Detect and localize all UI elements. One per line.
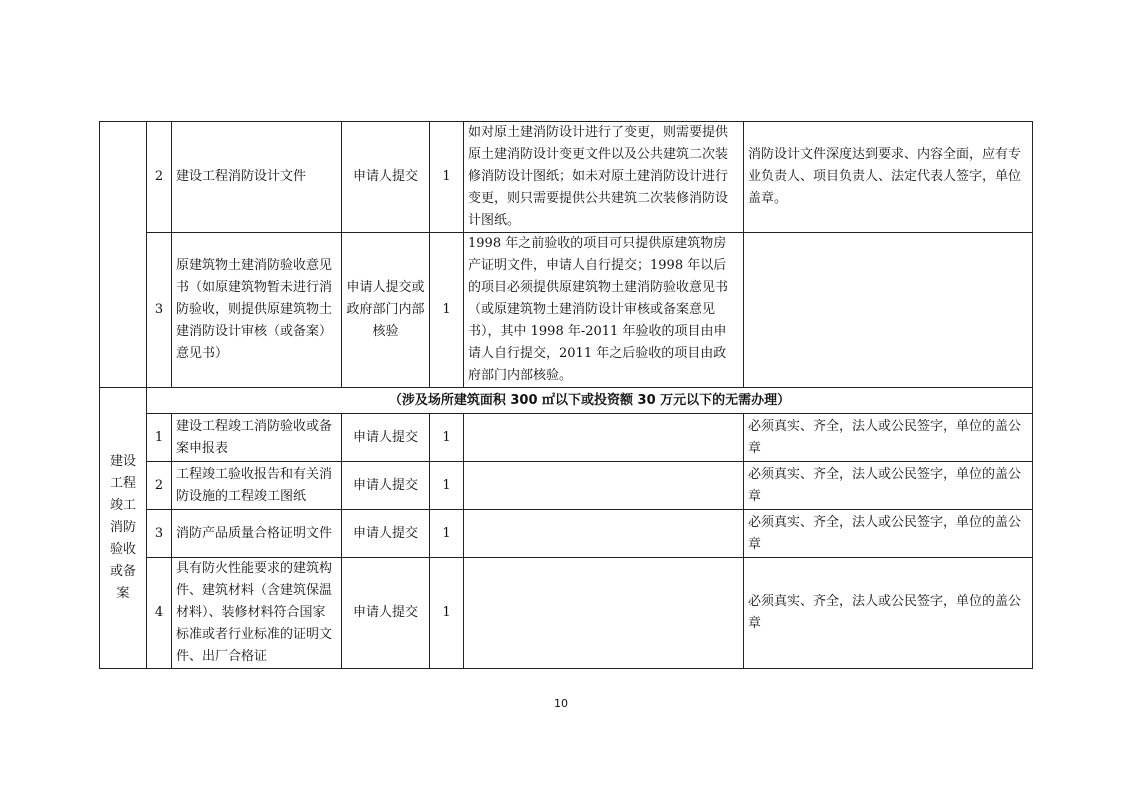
material-requirement: 必须真实、齐全，法人或公民签字，单位的盖公章 [744,510,1033,558]
row-number: 2 [147,462,172,510]
material-name: 建设工程消防设计文件 [172,122,342,233]
table-row [100,388,1033,414]
material-requirement: 消防设计文件深度达到要求、内容全面，应有专业负责人、项目负责人、法定代表人签字，单位盖章。 [744,122,1033,233]
material-requirement: 必须真实、齐全，法人或公民签字，单位的盖公章 [744,462,1033,510]
material-name: 具有防火性能要求的建筑构件、建筑材料（含建筑保温材料）、装修材料符合国家标准或者行业标准的证明文件、出厂合格证 [172,558,342,669]
material-source: 申请人提交 [342,122,430,233]
requirements-table [99,121,1033,669]
category-cell: 建设工程竣工消防验收或备案 [100,388,147,669]
row-number: 3 [147,510,172,558]
copy-count: 1 [430,558,464,669]
material-remark [464,510,744,558]
material-source: 申请人提交 [342,462,430,510]
material-requirement [744,233,1033,388]
copy-count: 1 [430,122,464,233]
table-row [100,558,1033,669]
page-number: 10 [554,697,568,710]
material-source: 申请人提交 [342,414,430,462]
row-number: 1 [147,414,172,462]
material-source: 申请人提交 [342,558,430,669]
material-remark [464,558,744,669]
material-requirement: 必须真实、齐全，法人或公民签字，单位的盖公章 [744,414,1033,462]
material-remark [464,462,744,510]
section-banner: （涉及场所建筑面积 300 ㎡以下或投资额 30 万元以下的无需办理） [147,388,1033,414]
material-source: 申请人提交或政府部门内部核验 [342,233,430,388]
material-name: 工程竣工验收报告和有关消防设施的工程竣工图纸 [172,462,342,510]
material-requirement: 必须真实、齐全，法人或公民签字，单位的盖公章 [744,558,1033,669]
material-remark: 1998 年之前验收的项目可只提供原建筑物房产证明文件，申请人自行提交；1998 年以后的项目必须提供原建筑物土建消防验收意见书（或原建筑物土建消防设计审核或备案意见书），其中 1998 年-2011 年验收的项目由申请人自行提交，2011 年之后验收的项目由政府部门内部核验。 [464,233,744,388]
category-cell-continued [100,122,147,388]
row-number: 3 [147,233,172,388]
material-source: 申请人提交 [342,510,430,558]
copy-count: 1 [430,233,464,388]
table-row [100,233,1033,388]
material-name: 消防产品质量合格证明文件 [172,510,342,558]
table-row [100,122,1033,233]
row-number: 4 [147,558,172,669]
table-row [100,510,1033,558]
copy-count: 1 [430,510,464,558]
table-row [100,462,1033,510]
row-number: 2 [147,122,172,233]
material-name: 建设工程竣工消防验收或备案申报表 [172,414,342,462]
material-name: 原建筑物土建消防验收意见书（如原建筑物暂未进行消防验收，则提供原建筑物土建消防设计审核（或备案）意见书） [172,233,342,388]
material-remark [464,414,744,462]
copy-count: 1 [430,414,464,462]
material-remark: 如对原土建消防设计进行了变更，则需要提供原土建消防设计变更文件以及公共建筑二次装修消防设计图纸；如未对原土建消防设计进行变更，则只需要提供公共建筑二次装修消防设计图纸。 [464,122,744,233]
copy-count: 1 [430,462,464,510]
table-row [100,414,1033,462]
